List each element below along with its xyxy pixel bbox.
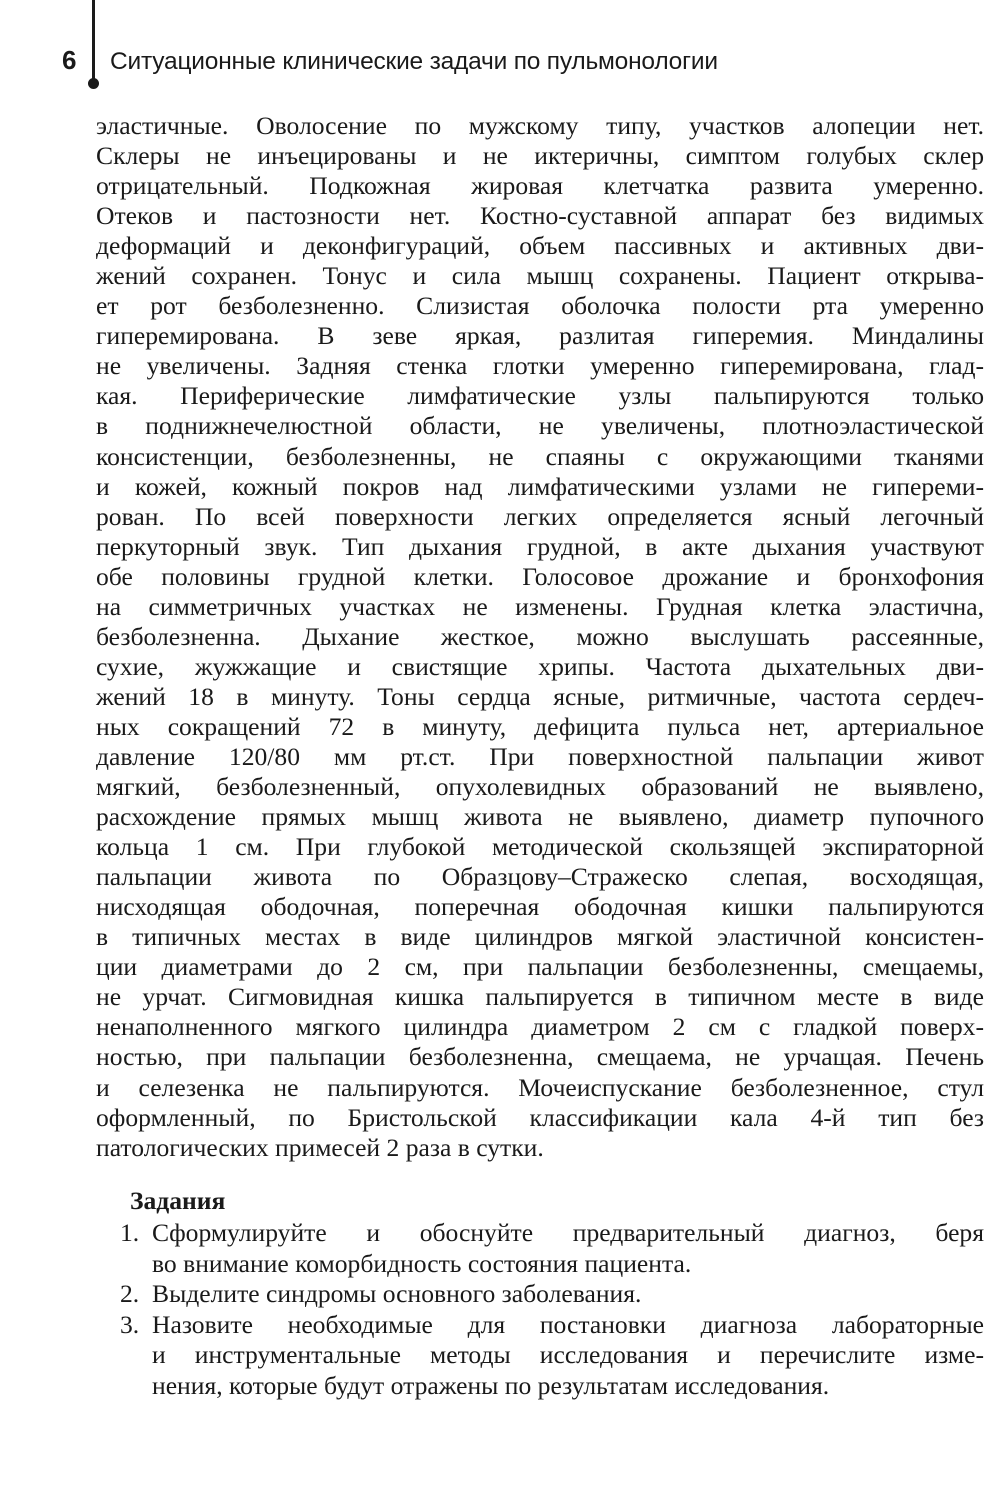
text-line: расхождение прямых мышц живота не выявлено, диаметр пупочного xyxy=(96,802,984,832)
text-line: не урчат. Сигмовидная кишка пальпируется в типичном месте в виде xyxy=(96,982,984,1012)
text-line: ных сокращений 72 в минуту, дефицита пульса нет, артериальное xyxy=(96,711,984,741)
text-line: нисходящая ободочная, поперечная ободочная кишки пальпируются xyxy=(96,892,984,922)
text-line: оформленный, по Бристольской классификации кала 4-й тип без xyxy=(96,1102,984,1132)
text-line: консистенции, безболезненны, не спаяны с окружающими тканями xyxy=(96,441,984,471)
task-number: 3. xyxy=(120,1309,140,1339)
text-line: деформаций и деконфигураций, объем пассивных и активных дви- xyxy=(96,231,984,261)
text-line: ет рот безболезненно. Слизистая оболочка полости рта умеренно xyxy=(96,291,984,321)
task-line: во внимание коморбидность состояния пациента. xyxy=(152,1248,692,1278)
page-number: 6 xyxy=(62,45,77,75)
task-item xyxy=(120,1279,984,1310)
text-line: сухие, жужжащие и свистящие хрипы. Частота дыхательных дви- xyxy=(96,651,984,681)
text-line: ностью, при пальпации безболезненна, смещаема, не урчащая. Печень xyxy=(96,1042,984,1072)
text-line: обе половины грудной клетки. Голосовое дрожание и бронхофония xyxy=(96,561,984,591)
text-line: кая. Периферические лимфатические узлы пальпируются только xyxy=(96,381,984,411)
text-line: мягкий, безболезненный, опухолевидных образований не выявлено, xyxy=(96,772,984,802)
task-number: 2. xyxy=(120,1279,140,1308)
text-line: ции диаметрами до 2 см, при пальпации безболезненны, смещаемы, xyxy=(96,952,984,982)
text-line: в типичных местах в виде цилиндров мягкой эластичной консистен- xyxy=(96,922,984,952)
text-line: ненаполненного мягкого цилиндра диаметром 2 см с гладкой поверх- xyxy=(96,1012,984,1042)
text-line: безболезненна. Дыхание жесткое, можно выслушать рассеянные, xyxy=(96,621,984,651)
text-line: перкуторный звук. Тип дыхания грудной, в акте дыхания участвуют xyxy=(96,531,984,561)
task-number: 1. xyxy=(120,1218,140,1247)
task-line: нения, которые будут отражены по результатам исследования. xyxy=(152,1370,830,1400)
running-title: Ситуационные клинические задачи по пульмонологии xyxy=(110,48,718,75)
text-line: гиперемирована. В зеве яркая, разлитая гиперемия. Миндалины xyxy=(96,321,984,351)
task-line: Сформулируйте и обоснуйте предварительный диагноз, беря xyxy=(152,1218,984,1247)
text-line: отрицательный. Подкожная жировая клетчатка развита умеренно. xyxy=(96,171,984,201)
text-line: на симметричных участках не изменены. Грудная клетка эластична, xyxy=(96,591,984,621)
text-line: кольца 1 см. При глубокой методической скользящей экспираторной xyxy=(96,832,984,862)
text-line: пальпации живота по Образцову–Стражеско слепая, восходящая, xyxy=(96,862,984,892)
text-line: жений 18 в минуту. Тоны сердца ясные, ритмичные, частота сердеч- xyxy=(96,681,984,711)
header-vertical-rule xyxy=(92,0,95,82)
page-header xyxy=(0,0,1000,100)
text-line: не увеличены. Задняя стенка глотки умеренно гиперемирована, глад- xyxy=(96,351,984,381)
text-line: и кожей, кожный покров над лимфатическими узлами не гипереми- xyxy=(96,471,984,501)
text-line: в поднижнечелюстной области, не увеличены, плотноэластической xyxy=(96,411,984,441)
task-line: Выделите синдромы основного заболевания. xyxy=(152,1279,642,1308)
task-line: Назовите необходимые для постановки диагноза лабораторные xyxy=(152,1309,984,1339)
text-line: жений сохранен. Тонус и сила мышц сохранены. Пациент открыва- xyxy=(96,261,984,291)
text-line: давление 120/80 мм рт.ст. При поверхностной пальпации живот xyxy=(96,741,984,771)
text-line: патологических примесей 2 раза в сутки. xyxy=(96,1132,544,1162)
text-line: эластичные. Оволосение по мужскому типу, участков алопеции нет. xyxy=(96,111,984,140)
tasks-heading: Задания xyxy=(130,1186,226,1215)
task-line: и инструментальные методы исследования и перечислите изме- xyxy=(152,1340,984,1369)
body-paragraph xyxy=(96,111,984,1163)
header-rule-dot xyxy=(88,78,99,89)
text-line: и селезенка не пальпируются. Мочеиспускание безболезненное, стул xyxy=(96,1072,984,1102)
task-item xyxy=(120,1218,984,1279)
text-line: рован. По всей поверхности легких определяется ясный легочный xyxy=(96,501,984,531)
text-line: Склеры не инъецированы и не иктеричны, симптом голубых склер xyxy=(96,141,984,171)
text-line: Отеков и пастозности нет. Костно-суставной аппарат без видимых xyxy=(96,201,984,231)
task-item xyxy=(120,1310,984,1402)
tasks-list xyxy=(120,1218,984,1401)
